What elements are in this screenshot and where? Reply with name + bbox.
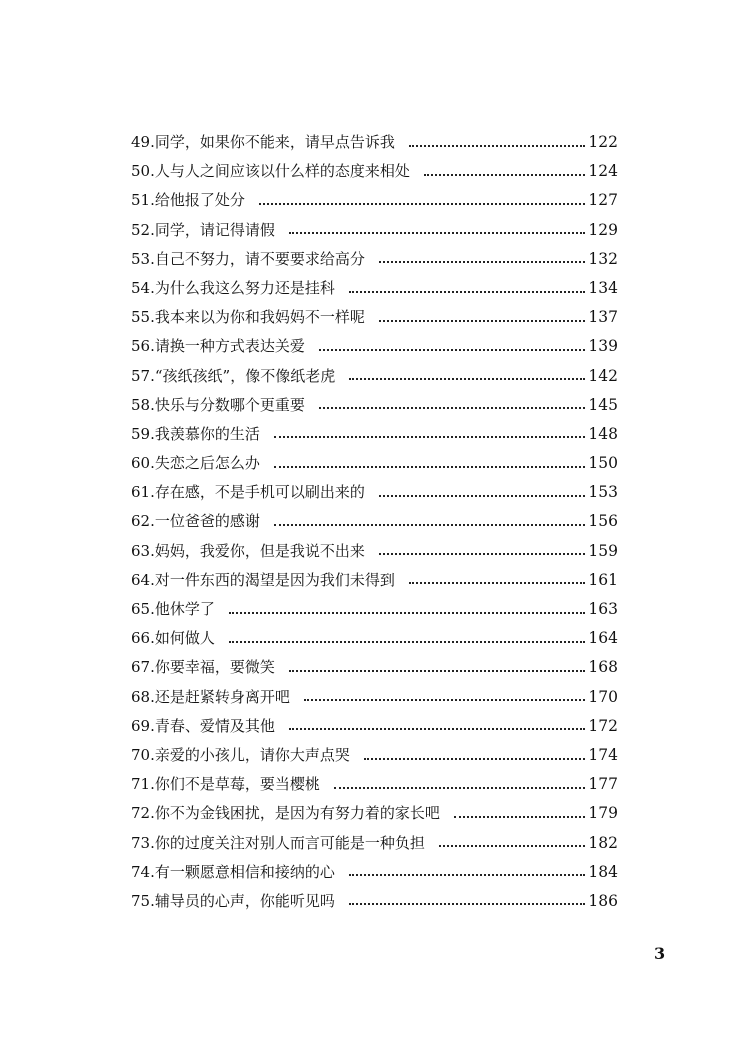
dot-leader — [319, 349, 586, 351]
entry-title: 人与人之间应该以什么样的态度来相处 — [154, 162, 410, 181]
dot-leader — [274, 436, 586, 438]
toc-entry[interactable] — [131, 799, 618, 828]
entry-number: 67. — [131, 658, 155, 677]
entry-number: 64. — [131, 570, 155, 589]
dot-leader — [379, 553, 586, 555]
entry-page-number: 170 — [588, 687, 618, 706]
toc-entry[interactable] — [131, 478, 618, 507]
entry-number: 75. — [131, 891, 155, 910]
toc-entry[interactable] — [131, 157, 618, 186]
entry-title: 青春、爱情及其他 — [154, 716, 275, 735]
entry-title: 还是赶紧转身离开吧 — [154, 687, 290, 706]
entry-title: 自己不努力，请不要要求给高分 — [154, 249, 365, 268]
toc-entry[interactable] — [131, 770, 618, 799]
dot-leader — [274, 466, 586, 468]
toc-entry[interactable] — [131, 887, 618, 916]
toc-entry[interactable] — [131, 566, 618, 595]
dot-leader — [409, 582, 586, 584]
entry-number: 63. — [131, 541, 155, 560]
entry-title: 存在感，不是手机可以刷出来的 — [154, 483, 365, 502]
entry-number: 66. — [131, 629, 155, 648]
dot-leader — [424, 174, 586, 176]
entry-number: 57. — [131, 366, 155, 385]
entry-title: 同学，如果你不能来，请早点告诉我 — [154, 133, 395, 151]
entry-number: 50. — [131, 162, 155, 181]
entry-page-number: 124 — [588, 162, 618, 181]
entry-number: 71. — [131, 775, 155, 794]
toc-entry[interactable] — [131, 449, 618, 478]
entry-number: 52. — [131, 220, 155, 239]
entry-page-number: 177 — [588, 775, 618, 794]
entry-title: 你要幸福，要微笑 — [154, 658, 275, 677]
toc-entry[interactable] — [131, 420, 618, 449]
toc-entry[interactable] — [131, 595, 618, 624]
toc-entry[interactable] — [131, 741, 618, 770]
entry-number: 55. — [131, 308, 155, 327]
entry-number: 70. — [131, 745, 155, 764]
entry-page-number: 182 — [588, 833, 618, 852]
entry-number: 60. — [131, 454, 155, 473]
entry-page-number: 139 — [588, 337, 618, 356]
entry-title: 如何做人 — [154, 629, 215, 648]
entry-number: 58. — [131, 395, 155, 414]
entry-title: 为什么我这么努力还是挂科 — [154, 278, 335, 297]
entry-title: 对一件东西的渴望是因为我们未得到 — [154, 570, 395, 589]
toc-entry[interactable] — [131, 362, 618, 391]
dot-leader — [274, 524, 586, 526]
entry-page-number: 148 — [588, 424, 618, 443]
entry-page-number: 156 — [588, 512, 618, 531]
entry-title: 你不为金钱困扰，是因为有努力着的家长吧 — [154, 804, 440, 823]
toc-entry[interactable] — [131, 858, 618, 887]
dot-leader — [259, 203, 586, 205]
entry-number: 54. — [131, 278, 155, 297]
dot-leader — [319, 407, 586, 409]
toc-entry[interactable] — [131, 653, 618, 682]
entry-number: 69. — [131, 716, 155, 735]
entry-title: 同学，请记得请假 — [154, 220, 275, 239]
dot-leader — [379, 261, 586, 263]
toc-entry[interactable] — [131, 274, 618, 303]
entry-page-number: 184 — [588, 862, 618, 881]
dot-leader — [289, 728, 586, 730]
dot-leader — [349, 874, 586, 876]
entry-title: 失恋之后怎么办 — [154, 454, 260, 473]
entry-page-number: 161 — [588, 570, 618, 589]
entry-title: 你的过度关注对别人而言可能是一种负担 — [154, 833, 425, 852]
dot-leader — [289, 232, 586, 234]
entry-number: 51. — [131, 191, 155, 210]
toc-entry[interactable] — [131, 683, 618, 712]
entry-title: 快乐与分数哪个更重要 — [154, 395, 305, 414]
entry-page-number: 127 — [588, 191, 618, 210]
entry-title: 你们不是草莓，要当樱桃 — [154, 775, 320, 794]
entry-page-number: 142 — [588, 366, 618, 385]
entry-page-number: 164 — [588, 629, 618, 648]
entry-title: 辅导员的心声，你能听见吗 — [154, 891, 335, 910]
toc-entry[interactable] — [131, 712, 618, 741]
entry-page-number: 132 — [588, 249, 618, 268]
entry-page-number: 186 — [588, 891, 618, 910]
toc-entry[interactable] — [131, 624, 618, 653]
entry-page-number: 163 — [588, 600, 618, 618]
entry-number: 53. — [131, 249, 155, 268]
entry-number: 59. — [131, 424, 155, 443]
dot-leader — [409, 145, 586, 147]
dot-leader — [304, 699, 586, 701]
toc-entry[interactable] — [131, 507, 618, 536]
dot-leader — [439, 845, 586, 847]
toc-entry[interactable] — [131, 245, 618, 274]
toc-entry[interactable] — [131, 128, 618, 157]
entry-page-number: 134 — [588, 278, 618, 297]
entry-title: 有一颗愿意相信和接纳的心 — [154, 862, 335, 881]
entry-title: “孩纸孩纸”，像不像纸老虎 — [154, 366, 336, 385]
entry-number: 49. — [131, 133, 155, 151]
dot-leader — [229, 641, 586, 643]
page-number: 3 — [654, 944, 666, 963]
entry-page-number: 137 — [588, 308, 618, 327]
dot-leader — [364, 758, 586, 760]
dot-leader — [349, 903, 586, 905]
entry-number: 74. — [131, 862, 155, 881]
toc-entry[interactable] — [131, 332, 618, 361]
toc-entry[interactable] — [131, 391, 618, 420]
dot-leader — [454, 816, 586, 818]
entry-page-number: 172 — [588, 716, 618, 735]
entry-page-number: 168 — [588, 658, 618, 677]
entry-page-number: 129 — [588, 220, 618, 239]
dot-leader — [334, 787, 586, 789]
entry-number: 68. — [131, 687, 155, 706]
entry-page-number: 174 — [588, 745, 618, 764]
toc-entry[interactable] — [131, 216, 618, 245]
entry-title: 亲爱的小孩儿，请你大声点哭 — [154, 745, 350, 764]
entry-title: 我羡慕你的生活 — [154, 424, 260, 443]
entry-title: 请换一种方式表达关爱 — [154, 337, 305, 356]
entry-page-number: 122 — [588, 133, 618, 151]
entry-title: 我本来以为你和我妈妈不一样呢 — [154, 308, 365, 327]
entry-page-number: 145 — [588, 395, 618, 414]
dot-leader — [379, 320, 586, 322]
toc-entry[interactable] — [131, 186, 618, 215]
toc-entry[interactable] — [131, 829, 618, 858]
entry-page-number: 153 — [588, 483, 618, 502]
entry-page-number: 150 — [588, 454, 618, 473]
entry-page-number: 159 — [588, 541, 618, 560]
entry-number: 62. — [131, 512, 155, 531]
entry-number: 65. — [131, 600, 155, 618]
dot-leader — [229, 612, 586, 614]
entry-page-number: 179 — [588, 804, 618, 823]
dot-leader — [349, 291, 586, 293]
dot-leader — [349, 378, 585, 380]
table-of-contents — [131, 128, 618, 916]
entry-number: 72. — [131, 804, 155, 823]
toc-entry[interactable] — [131, 303, 618, 332]
dot-leader — [379, 495, 586, 497]
entry-title: 一位爸爸的感谢 — [154, 512, 260, 531]
dot-leader — [289, 670, 586, 672]
toc-entry[interactable] — [131, 537, 618, 566]
entry-number: 73. — [131, 833, 155, 852]
entry-number: 61. — [131, 483, 155, 502]
entry-title: 给他报了处分 — [154, 191, 245, 210]
entry-title: 妈妈，我爱你，但是我说不出来 — [154, 541, 365, 560]
entry-number: 56. — [131, 337, 155, 356]
entry-title: 他休学了 — [154, 600, 215, 618]
